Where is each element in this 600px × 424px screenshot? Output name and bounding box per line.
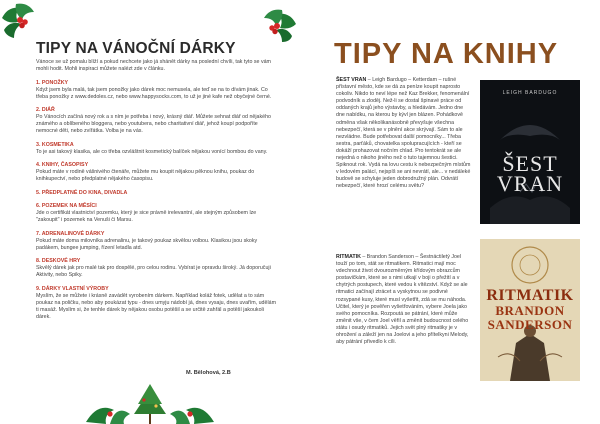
intro-text: Vánoce se už pomalu blíží a pokud nechcete jako já shánět dárky na poslední chvíli, tak tyto se vám mohli hodit. Mohli inspiraci můžete nalézt zde v článku. [36,59,271,72]
section-title: 5. PŘEDPLATNÉ DO KINA, DIVADLA [36,189,128,196]
section-text: Skvělý dárek jak pro malé tak pro dospělé, pro celou rodinu. Vybírat je opravdu široký. Já doporučuji Aktivity, nebo Spiky. [36,265,271,278]
signature: M. Bělohová, 2.B [186,370,231,376]
book1-cover-title [480,151,580,196]
book1-cover-title-line2: VRAN [496,171,564,196]
holly-icon [0,0,40,40]
section-text: Myslím, že se můžete i krásně zavádět vyrobením dárkem. Například koláž fotek, udělat a to sám poukaz na poličku, nebo aby poukázat typu - dnes umyju nádobí já, dnes vysaju, dnes uvařím, udělám ti masáž. Myslím si, že tenhle dárek by nějakou osobu potěšil a se určitě zahřál a potěší jakoukoli dárek. [36,292,276,320]
section-title: 6. POZEMEK NA MĚSÍCI [36,203,97,209]
section-title: 1. PONOŽKY [36,79,69,86]
holly-icon [258,8,298,44]
book1-cover [480,80,580,224]
left-page-title: TIPY NA VÁNOČNÍ DÁRKY [36,40,236,57]
section-title: 7. ADRENALINOVÉ DÁRKY [36,230,105,237]
section-title: 4. KNIHY, ČASOPISY [36,162,89,168]
book1-description [336,77,472,191]
section-title: 3. KOSMETIKA [36,141,74,148]
section-title: 9. DÁRKY VLASTNÍ VÝROBY [36,285,109,292]
book1-cover-author: LEIGH BARDUGO [502,90,558,96]
page-right [300,0,600,424]
holly-icon [80,384,220,424]
section-text: Pokud máte v rodině vášnivého čtenáře, můžete mu koupit nějakou pěknou knihu, poukaz do knihkupectví, nebo předplatné nějakého časopisu. [36,169,255,182]
section-text: Po Vánocích začíná nový rok a s ním je potřeba i nový, krásný diář. Můžete sehnat diář od nějakého známého a oblíbeného bloggera, nebo youtubera, nebo charitativní diář, jehož koupí podpoříte nemocné děti, nebo zvířátka. Volba je na vás. [36,114,271,134]
section-text: Pokud máte doma milovníka adrenalinu, je takový poukaz skvělou volbou. Klasikou jsou skoky padákem, bungee jumping, řízení letadla atd. [36,237,258,251]
section-text: Když jsem byla malá, tak jsem ponožky jako dárek moc nemusela, ale teď se na to dívám jinak. Co třeba ponožky z www.dedoles.cz, nebo www.happysocks.com, to už je jiné kafe než obyčejné černé. [36,86,272,100]
book1-cover-title-line1: ŠEST [502,151,558,176]
book2-cover-title: RITMATIK [486,287,574,304]
section-title: 2. DIÁŘ [36,107,55,113]
book1-text: – Leigh Bardugo – Ketterdam – rušné přístavní město, kde se dá za peníze koupit naprosto cokoliv. Nikdo to neví lépe než Kaz Brekker, fenomenální podvodník a zloděj. Než-li se dostal špinavé práce od oddaných krajů jeho výstavby, a hledávám. Jedno dne dne nabídku, na kterou by kývl jen blázen. Pohádkově odměna však několikanásobně převyšuje všechna nebezpečí, která se v plnění akce skrývají. Sám to ale nezvládne. Bude potřebovat další pomocníky... Třeba sestra, parťáků, chovatelka spolupracujících - kteří se dokáží prohazovat nočním chlad. Pro tentokrát se ale nejedná o nikoho jiného než o tuto tajemnou šestici. Spiknout rok. Vydá na lovu cestu k nebezpečným místům v ledovém palácí, nejspíš se ani nevrátí, ale... v nedáleké budově se schyluje jeden dobrodružný plán. Odvrátí nebezpečí, které hrozí celému světu? [336,77,471,190]
book1-name: ŠEST VRAN [336,77,367,83]
left-body [36,59,276,321]
section-text: Jde o certifikát vlastnictví pozemku, který je sice právně irelevantní, ale stejným způsobem lze "zakoupit" i pozemek na Venuši či Marsu. [36,210,257,223]
book2-text: – Brandon Sanderson – Šestnáctiletý Joel touží po tom, stát se ritmatikem. Ritmatici mají moc vdechnout život dvourozměrným křídovým obrazcům postavičkám, které se s nimi utkají v boji o přežití a v chytrých postupech, které vedou k vítězství. Když se ale ritmatici začínají ztrácet a vyskytnou se podivné rozsypané kusy, které musí vyšetřit, zdá se mu náhoda. Učitel, který je pověřen vyšetřováním, vybere Joela jako svého pomocníka. Rozpoutá se pátrání, které může změnit vše, v čem Joel věřil a změnit budoucnost celého státu i osudy ritmatiků. Jejich svět plný ritmatiky je v ohrožení a záleží jen na Joelovi a jeho přítelkyni Melody, aby pátrání přivedlo k cíli. [336,254,469,346]
book2-cover-author-first: BRANDON [495,303,565,318]
section-title: 8. DESKOVÉ HRY [36,258,81,264]
book2-description [336,254,472,346]
right-page-title: TIPY NA KNIHY [334,38,559,70]
book2-cover-author-last: SANDERSON [487,317,573,332]
book2-name: RITMATIK [336,254,361,260]
section-text: To je asi takový klasika, ale co třeba ozvláštnit kosmetický balíček nějakou vonící bombou do vany. [36,148,268,155]
book2-cover [480,239,580,381]
